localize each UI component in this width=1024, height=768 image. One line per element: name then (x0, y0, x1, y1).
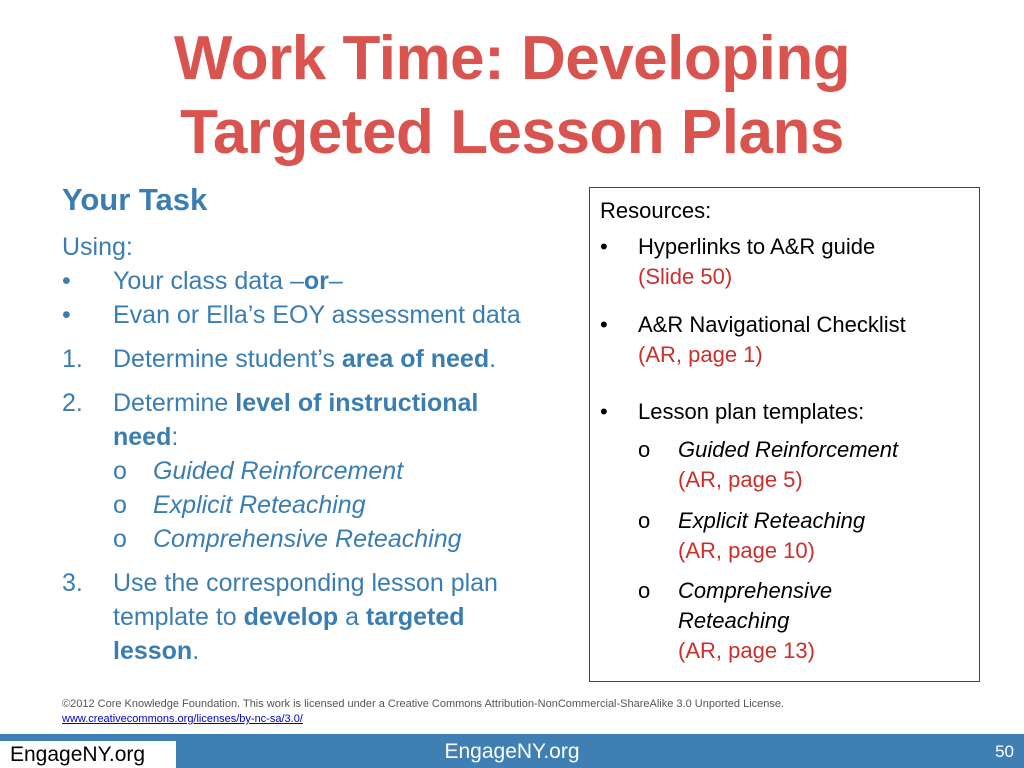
resource-item-text: Lesson plan templates: (638, 399, 865, 424)
template-item (638, 576, 968, 666)
resource-item (600, 232, 970, 292)
level-item: o Comprehensive Reteaching (62, 522, 592, 556)
template-name: Comprehensive (678, 578, 833, 603)
step-number: 2. (62, 389, 83, 417)
template-name: Guided Reinforcement (678, 437, 899, 462)
resource-ref: (AR, page 10) (678, 538, 815, 563)
step-number: 1. (62, 345, 83, 373)
license-text: ©2012 Core Knowledge Foundation. This work is licensed under a Creative Commons Attribution-NonCommercial-ShareAlike 3.0 Unported License. (62, 698, 785, 710)
task-heading: Your Task (62, 182, 208, 217)
level-item: o Explicit Reteaching (62, 488, 592, 522)
bullet-glyph: • (62, 267, 71, 295)
step-1: 1. Determine student’s area of need. (62, 342, 592, 376)
template-item (638, 435, 968, 495)
template-item (638, 506, 968, 566)
sub-bullet-glyph: o (638, 578, 651, 603)
slide-title-line-2: Targeted Lesson Plans (180, 98, 844, 167)
sub-bullet-glyph: o (113, 491, 127, 519)
step-2: 2. Determine level of instructional need: (62, 386, 592, 454)
license-notice (62, 697, 784, 727)
using-item: • Your class data –or– (62, 264, 592, 298)
resource-item-text: Hyperlinks to A&R guide (638, 234, 876, 259)
resource-ref: (AR, page 1) (638, 342, 763, 367)
bullet-glyph: • (62, 301, 71, 329)
sub-bullet-glyph: o (638, 437, 651, 462)
sub-bullet-glyph: o (113, 457, 127, 485)
page-number: 50 (995, 742, 1014, 761)
step-3: 3. Use the corresponding lesson plan template to develop a targeted lesson. (62, 566, 592, 668)
resource-ref: (Slide 50) (638, 264, 733, 289)
resource-item (600, 310, 970, 370)
level-item: o Guided Reinforcement (62, 454, 592, 488)
resources-heading: Resources: (600, 198, 712, 223)
sub-bullet-glyph: o (638, 508, 651, 533)
footer-brand-center: EngageNY.org (444, 740, 580, 763)
template-name: Reteaching (678, 608, 790, 633)
resource-item (600, 397, 970, 427)
bullet-glyph: • (600, 234, 608, 259)
template-name: Explicit Reteaching (678, 508, 866, 533)
step-number: 3. (62, 569, 83, 597)
bullet-glyph: • (600, 312, 608, 337)
footer-brand-left: EngageNY.org (0, 741, 176, 768)
sub-bullet-glyph: o (113, 525, 127, 553)
resources-box (589, 187, 980, 682)
task-body (62, 230, 592, 668)
resource-item-text: A&R Navigational Checklist (638, 312, 906, 337)
license-link[interactable]: www.creativecommons.org/licenses/by-nc-sa/3.0/ (62, 713, 303, 725)
using-label: Using: (62, 233, 133, 261)
resource-ref: (AR, page 5) (678, 467, 803, 492)
resource-ref: (AR, page 13) (678, 638, 815, 663)
using-item: • Evan or Ella’s EOY assessment data (62, 298, 592, 332)
slide-title-line-1: Work Time: Developing (173, 24, 851, 93)
bullet-glyph: • (600, 399, 608, 424)
slide-title (0, 22, 1024, 170)
